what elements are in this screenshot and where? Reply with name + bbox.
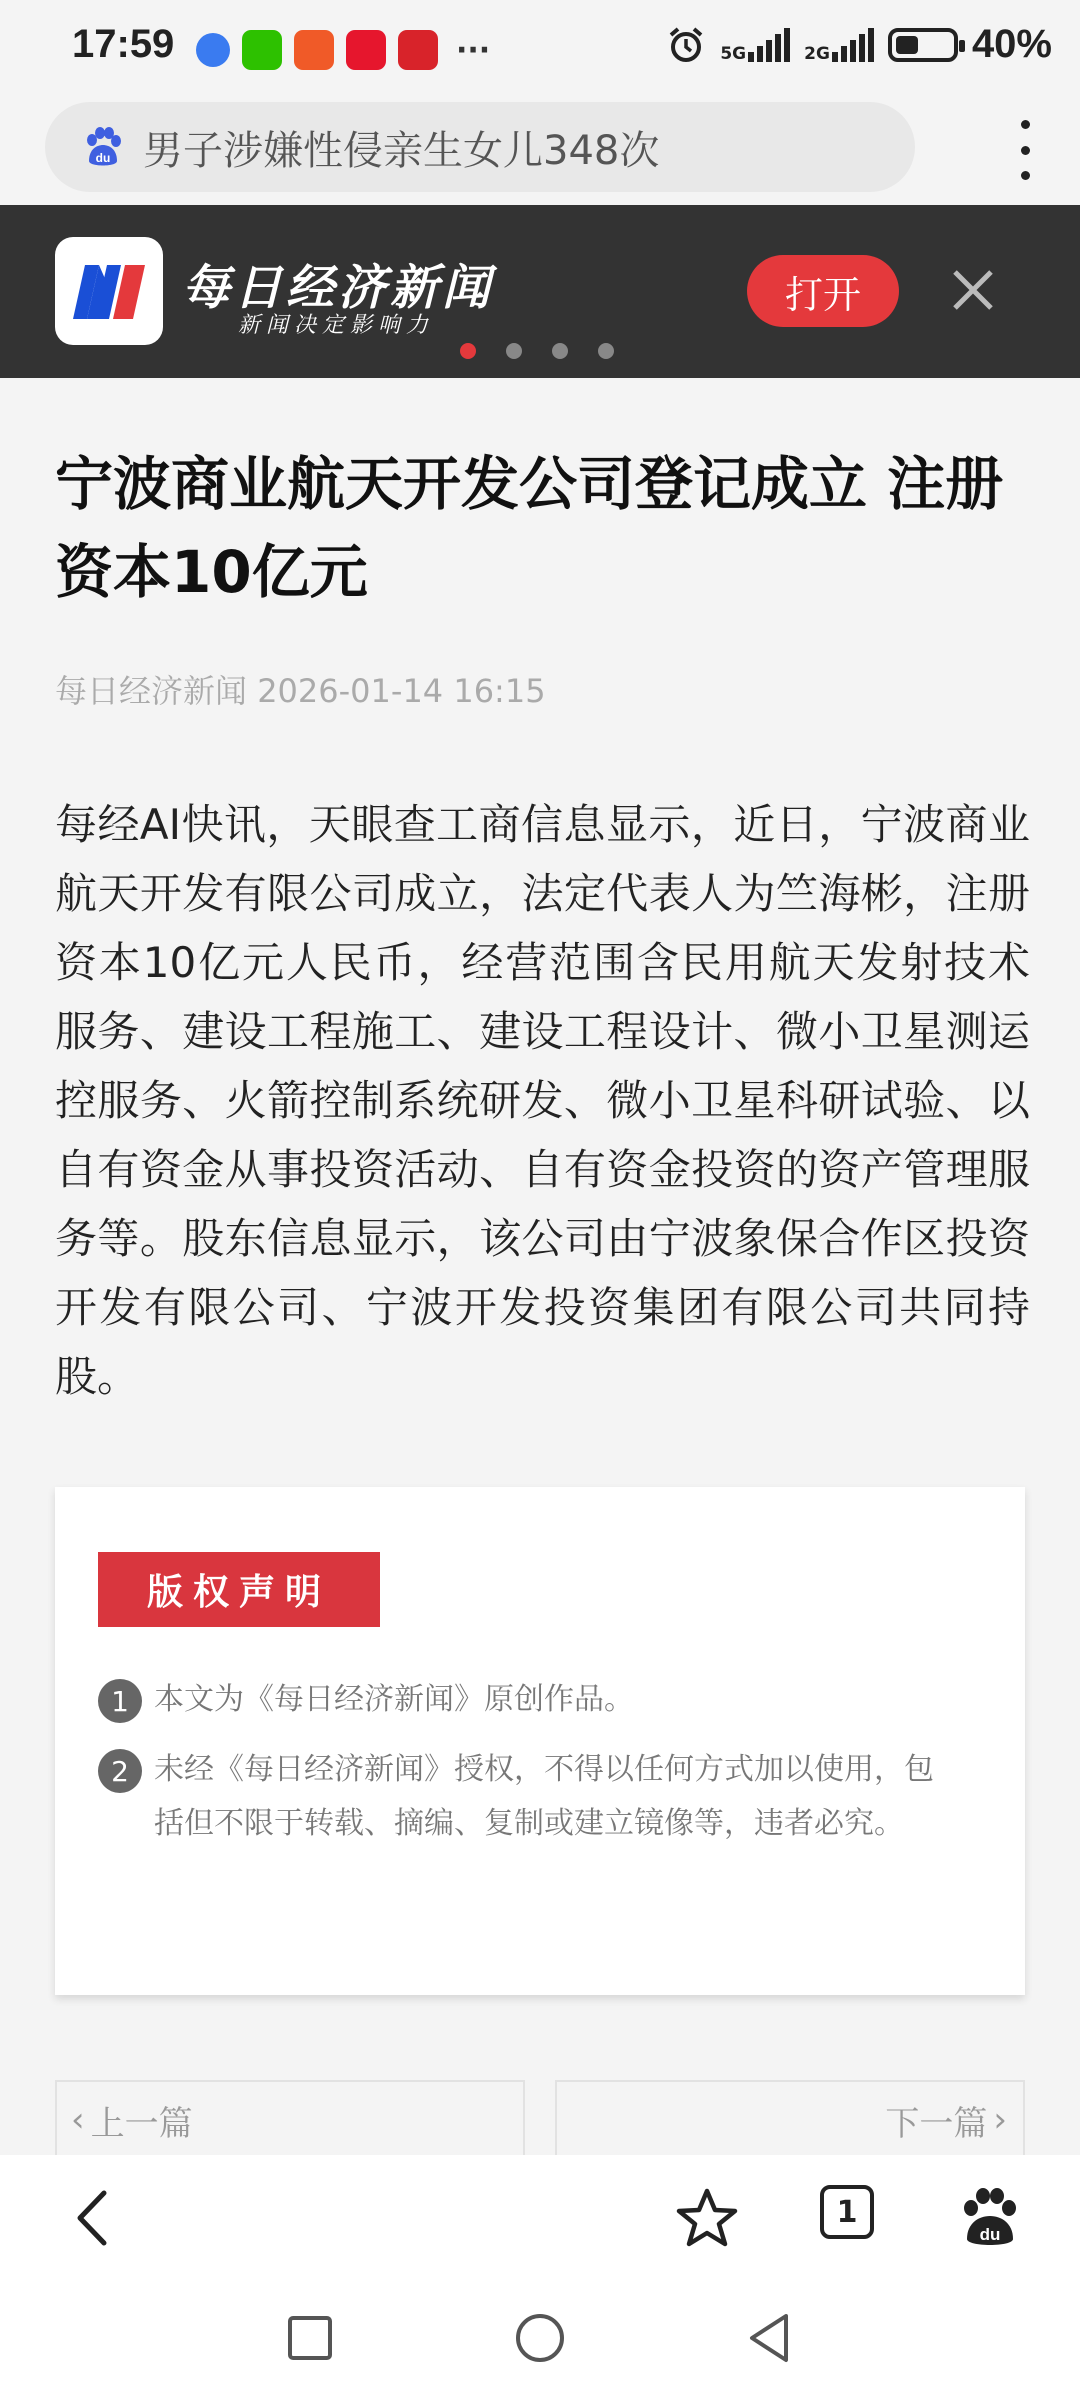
tabs-count-button[interactable]: 1 — [820, 2185, 874, 2239]
wechat-icon — [242, 30, 282, 70]
baidu-paw-icon — [81, 125, 125, 169]
chevron-right-icon: › — [993, 2100, 1007, 2140]
copyright-heading: 版权声明 — [98, 1552, 380, 1627]
more-notifications-icon: ··· — [456, 32, 491, 68]
carousel-indicator — [460, 343, 614, 359]
signal-5g: 5G — [720, 28, 790, 62]
brand-logo-icon — [55, 237, 163, 345]
copyright-item — [98, 1749, 934, 1851]
recent-apps-icon[interactable] — [282, 2310, 338, 2366]
close-icon[interactable] — [945, 262, 1001, 318]
article-source: 每日经济新闻 — [55, 672, 248, 710]
status-indicators — [666, 22, 1052, 67]
article-title: 宁波商业航天开发公司登记成立 注册资本10亿元 — [55, 450, 1004, 606]
signal-bars-icon — [748, 28, 790, 62]
battery-percent: 40% — [971, 22, 1052, 66]
copyright-item-text: 本文为《每日经济新闻》原创作品。 — [154, 1682, 634, 1717]
brand-name: 每日经济新闻 — [182, 260, 495, 316]
number-badge-icon: 2 — [98, 1749, 142, 1793]
more-menu-icon[interactable] — [1010, 120, 1040, 180]
status-time: 17:59 — [72, 22, 175, 66]
svg-text:du: du — [979, 2225, 1001, 2244]
alarm-icon — [666, 25, 706, 65]
browser-toolbar — [0, 2155, 1080, 2280]
search-bar — [0, 100, 1080, 205]
carousel-dot — [552, 343, 568, 359]
battery-icon — [888, 28, 958, 62]
chevron-left-icon: ‹ — [71, 2100, 85, 2140]
star-bookmark-icon[interactable] — [672, 2183, 742, 2253]
article-body: 每经AI快讯，天眼查工商信息显示，近日，宁波商业航天开发有限公司成立，法定代表人为竺海彬，注册资本10亿元人民币，经营范围含民用航天发射技术服务、建设工程施工、建设工程设计、微小卫星测运控服务、火箭控制系统研发、微小卫星科研试验、以自有资金从事投资活动、自有资金投资的资产管理服务等。股东信息显示，该公司由宁波象保合作区投资开发有限公司、宁波开发投资集团有限公司共同持股。 — [55, 800, 1030, 1401]
carousel-dot — [460, 343, 476, 359]
signal-bars-icon — [832, 28, 874, 62]
article-meta — [55, 666, 546, 712]
weibo-icon — [346, 30, 386, 70]
open-app-button[interactable]: 打开 — [747, 255, 899, 327]
baidu-home-icon[interactable] — [955, 2183, 1025, 2253]
search-query: 男子涉嫌性侵亲生女儿348次 — [143, 127, 660, 174]
notification-icons — [196, 30, 490, 70]
search-input[interactable] — [45, 102, 915, 192]
next-article-button[interactable] — [555, 2080, 1025, 2160]
brand-slogan: 新闻决定影响力 — [238, 313, 435, 338]
copyright-notice — [55, 1487, 1025, 1995]
signal-2g: 2G — [804, 28, 874, 62]
carousel-dot — [598, 343, 614, 359]
battery-level — [896, 36, 918, 54]
copyright-item-text: 未经《每日经济新闻》授权，不得以任何方式加以使用，包括但不限于转载、摘编、复制或建立镜像等，违者必究。 — [154, 1752, 934, 1841]
system-navigation-bar — [0, 2280, 1080, 2400]
nav-back-icon[interactable] — [742, 2310, 798, 2366]
next-article-label: 下一篇 — [885, 2103, 988, 2144]
news-app-icon — [398, 30, 438, 70]
article-datetime: 2026-01-14 16:15 — [257, 672, 546, 710]
back-icon[interactable] — [58, 2183, 128, 2253]
carousel-dot — [506, 343, 522, 359]
app-download-banner[interactable] — [0, 205, 1080, 378]
message-app-icon — [294, 30, 334, 70]
copyright-item — [98, 1679, 934, 1727]
svg-text:du: du — [95, 151, 111, 165]
number-badge-icon: 1 — [98, 1679, 142, 1723]
home-icon[interactable] — [512, 2310, 568, 2366]
browser-app-icon — [196, 33, 230, 67]
prev-article-button[interactable] — [55, 2080, 525, 2160]
status-bar — [0, 0, 1080, 100]
prev-article-label: 上一篇 — [90, 2103, 193, 2144]
